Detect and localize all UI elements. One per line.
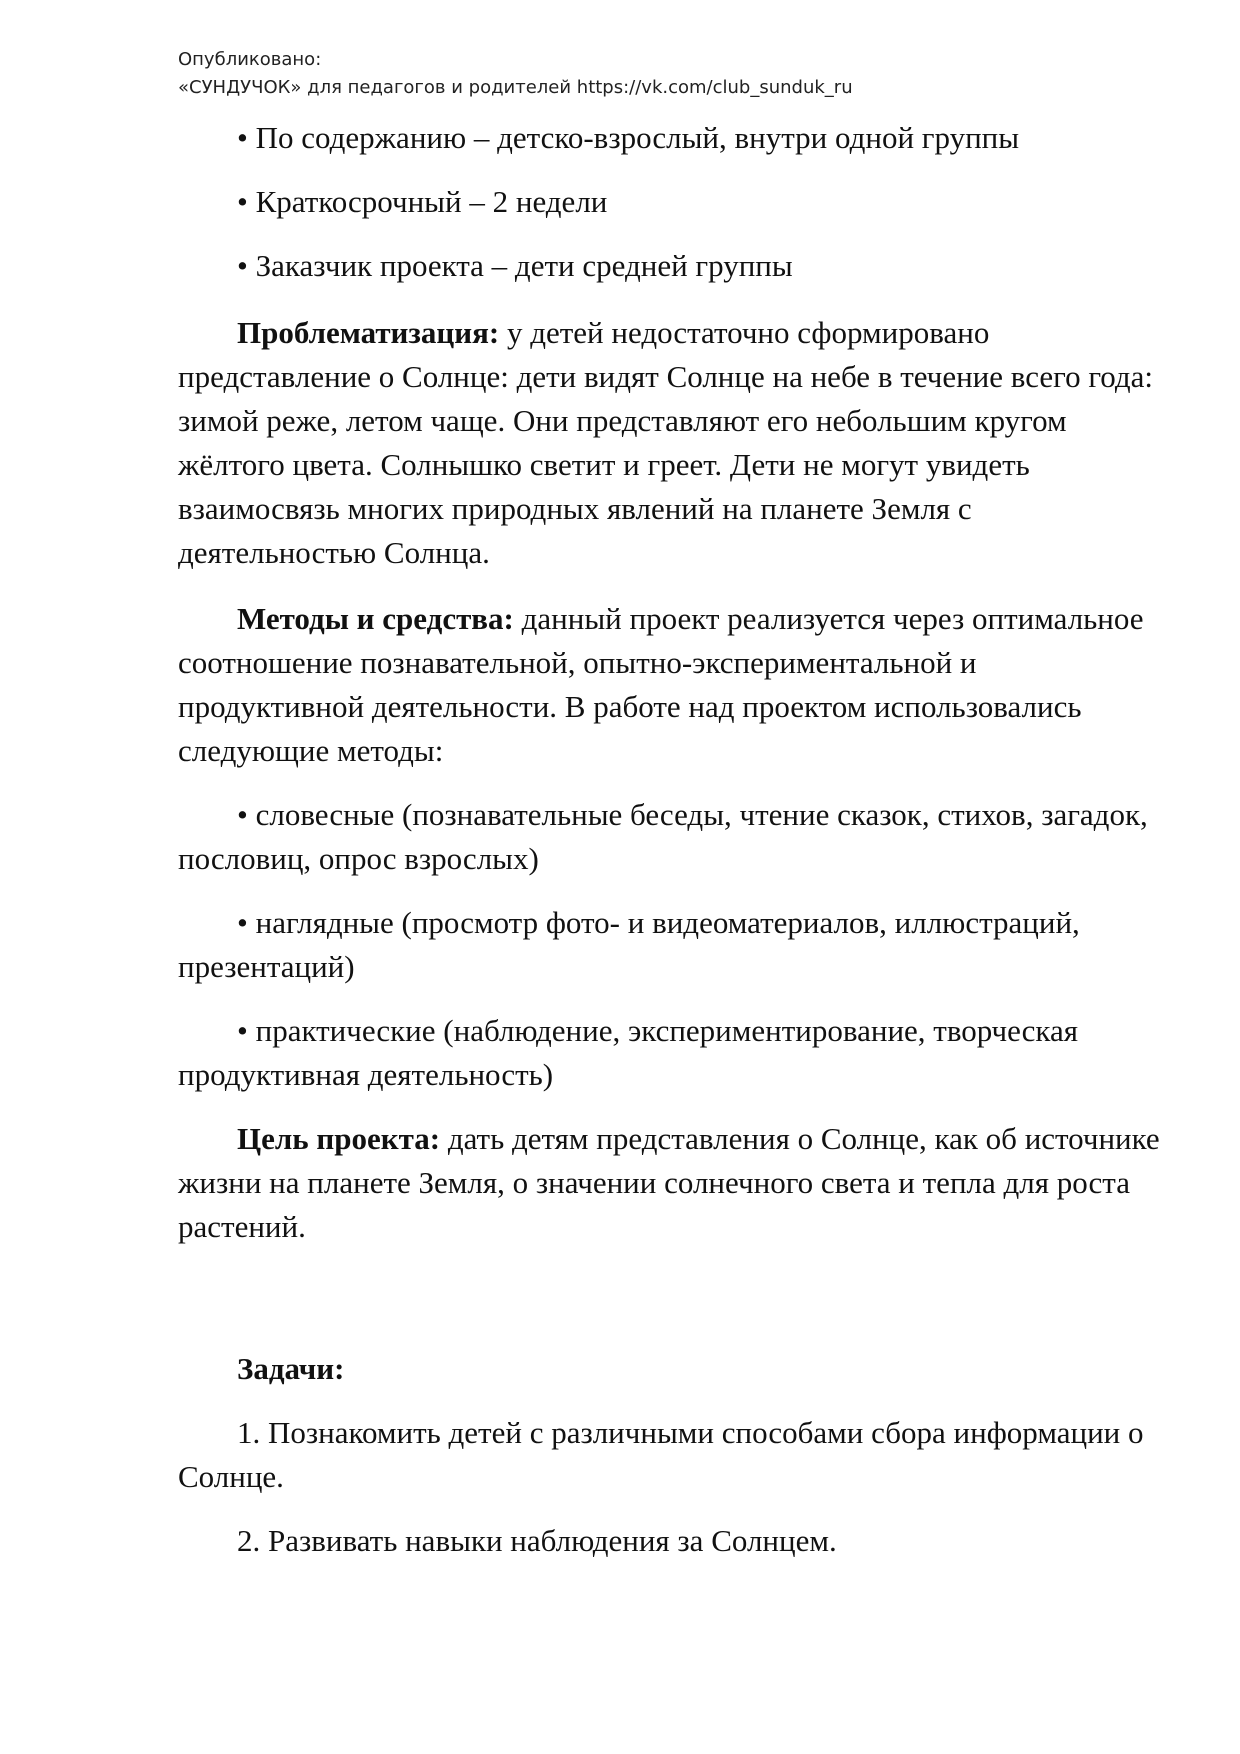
tasks-heading	[178, 1347, 1168, 1391]
task-item-1: 1. Познакомить детей с различными способами сбора информации о Солнце.	[178, 1415, 1144, 1494]
problem-text: у детей недостаточно сформировано представление о Солнце: дети видят Солнце на небе в течение всего года: зимой реже, летом чаще. Они представляют его небольшим кругом жёлтого цвета. Солнышко светит и греет. Дети не могут увидеть взаимосвязь многих природных явлений на планете Земля с деятельностью Солнца.	[178, 315, 1154, 570]
header-published-label: Опубликовано:	[178, 49, 322, 70]
publication-header	[178, 46, 853, 102]
header-source-line: «СУНДУЧОК» для педагогов и родителей https://vk.com/club_sunduk_ru	[178, 77, 853, 98]
bullet-duration: • Краткосрочный – 2 недели	[237, 184, 608, 219]
problem-paragraph	[178, 311, 1168, 575]
task-item-2: 2. Развивать навыки наблюдения за Солнцем.	[237, 1523, 837, 1558]
method-visual: • наглядные (просмотр фото- и видеоматериалов, иллюстраций, презентаций)	[178, 905, 1080, 984]
document-body	[178, 116, 1168, 1563]
bullet-content-type: • По содержанию – детско-взрослый, внутри одной группы	[237, 120, 1020, 155]
goal-text: дать детям представления о Солнце, как об источнике жизни на планете Земля, о значении солнечного света и тепла для роста растений.	[178, 1121, 1160, 1244]
goal-label: Цель проекта:	[237, 1121, 441, 1156]
methods-label: Методы и средства:	[237, 601, 514, 636]
tasks-label: Задачи:	[237, 1351, 345, 1386]
method-verbal: • словесные (познавательные беседы, чтение сказок, стихов, загадок, пословиц, опрос взрослых)	[178, 797, 1148, 876]
method-practical: • практические (наблюдение, экспериментирование, творческая продуктивная деятельность)	[178, 1013, 1078, 1092]
bullet-customer: • Заказчик проекта – дети средней группы	[237, 248, 793, 283]
goal-paragraph	[178, 1117, 1168, 1249]
methods-paragraph	[178, 597, 1168, 773]
problem-label: Проблематизация:	[237, 315, 500, 350]
methods-text: данный проект реализуется через оптимальное соотношение познавательной, опытно-экспериментальной и продуктивной деятельности. В работе над проектом использовались следующие методы:	[178, 601, 1144, 768]
